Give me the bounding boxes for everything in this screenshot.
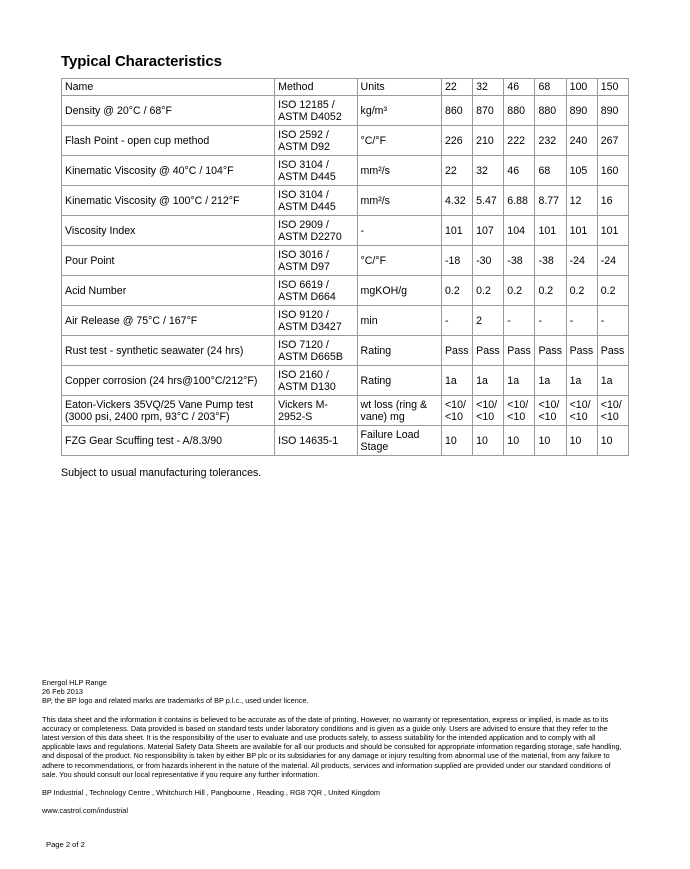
cell-value: 1a bbox=[504, 366, 535, 396]
cell-units: °C/°F bbox=[357, 246, 441, 276]
cell-units: Rating bbox=[357, 336, 441, 366]
cell-units: mm²/s bbox=[357, 156, 441, 186]
cell-value: <10/ <10 bbox=[597, 396, 628, 426]
header-cell-grade-46: 46 bbox=[504, 79, 535, 96]
cell-value: 5.47 bbox=[473, 186, 504, 216]
cell-value: 890 bbox=[566, 96, 597, 126]
cell-value: 10 bbox=[504, 426, 535, 456]
cell-units: wt loss (ring & vane) mg bbox=[357, 396, 441, 426]
cell-name: Copper corrosion (24 hrs@100°C/212°F) bbox=[62, 366, 275, 396]
cell-value: - bbox=[504, 306, 535, 336]
footer-date: 26 Feb 2013 bbox=[42, 687, 83, 697]
cell-value: Pass bbox=[597, 336, 628, 366]
page-number: Page 2 of 2 bbox=[46, 840, 85, 849]
cell-value: 8.77 bbox=[535, 186, 566, 216]
cell-method: ISO 2160 / ASTM D130 bbox=[275, 366, 357, 396]
cell-value: 890 bbox=[597, 96, 628, 126]
cell-value: -24 bbox=[566, 246, 597, 276]
cell-value: -38 bbox=[504, 246, 535, 276]
cell-value: 880 bbox=[504, 96, 535, 126]
cell-value: 860 bbox=[441, 96, 472, 126]
table-header-row bbox=[62, 79, 629, 96]
table-row bbox=[62, 96, 629, 126]
cell-units: kg/m³ bbox=[357, 96, 441, 126]
cell-method: ISO 3104 / ASTM D445 bbox=[275, 186, 357, 216]
cell-value: <10/ <10 bbox=[504, 396, 535, 426]
cell-value: - bbox=[566, 306, 597, 336]
page-title: Typical Characteristics bbox=[61, 53, 222, 70]
table-row bbox=[62, 276, 629, 306]
cell-units: mm²/s bbox=[357, 186, 441, 216]
table-row bbox=[62, 366, 629, 396]
footer-disclaimer: This data sheet and the information it contains is believed to be accurate as of the date of printing. However, no warranty or representation, express or implied, is made as to its accuracy or completeness. Data provided is based on standard tests under laboratory conditions and is given as a guide only. Users are advised to ensure that they refer to the latest version of this data sheet. It is the responsibility of the user to evaluate and use products safely, to assess suitability for the intended application and to comply with all applicable laws and regulations. Material Safety Data Sheets are available for all our products and should be consulted for appropriate information regarding storage, safe handling, and disposal of the product. No responsibility is taken by either BP plc or its subsidiaries for any damage or injury resulting from abnormal use of the material, from any failure to adhere to recommendations, or from hazards inherent in the nature of the material. All products, services and information supplied are provided under our standard conditions of sale. You should consult our local representative if you require any further information. bbox=[42, 714, 622, 779]
cell-method: ISO 9120 / ASTM D3427 bbox=[275, 306, 357, 336]
cell-name: Eaton-Vickers 35VQ/25 Vane Pump test (3000 psi, 2400 rpm, 93°C / 203°F) bbox=[62, 396, 275, 426]
cell-value: 68 bbox=[535, 156, 566, 186]
cell-value: 10 bbox=[441, 426, 472, 456]
cell-units: - bbox=[357, 216, 441, 246]
cell-value: <10/ <10 bbox=[441, 396, 472, 426]
cell-units: °C/°F bbox=[357, 126, 441, 156]
cell-value: 160 bbox=[597, 156, 628, 186]
cell-value: 10 bbox=[535, 426, 566, 456]
cell-name: Pour Point bbox=[62, 246, 275, 276]
cell-name: Viscosity Index bbox=[62, 216, 275, 246]
cell-value: 226 bbox=[441, 126, 472, 156]
cell-value: - bbox=[597, 306, 628, 336]
footer-website: www.castrol.com/industrial bbox=[42, 806, 128, 816]
cell-value: 101 bbox=[441, 216, 472, 246]
header-cell-name: Name bbox=[62, 79, 275, 96]
cell-value: 0.2 bbox=[566, 276, 597, 306]
cell-value: 0.2 bbox=[597, 276, 628, 306]
cell-value: <10/ <10 bbox=[473, 396, 504, 426]
table-row bbox=[62, 156, 629, 186]
cell-value: -30 bbox=[473, 246, 504, 276]
table-row bbox=[62, 126, 629, 156]
cell-units: Rating bbox=[357, 366, 441, 396]
cell-value: 222 bbox=[504, 126, 535, 156]
table-row bbox=[62, 246, 629, 276]
table-row bbox=[62, 426, 629, 456]
cell-value: -38 bbox=[535, 246, 566, 276]
table-row bbox=[62, 186, 629, 216]
cell-name: FZG Gear Scuffing test - A/8.3/90 bbox=[62, 426, 275, 456]
cell-value: 10 bbox=[566, 426, 597, 456]
cell-value: 46 bbox=[504, 156, 535, 186]
footer bbox=[42, 678, 622, 815]
cell-method: ISO 2592 / ASTM D92 bbox=[275, 126, 357, 156]
cell-value: 22 bbox=[441, 156, 472, 186]
cell-value: 16 bbox=[597, 186, 628, 216]
cell-method: ISO 12185 / ASTM D4052 bbox=[275, 96, 357, 126]
footer-product: Energol HLP Range bbox=[42, 678, 107, 687]
cell-method: ISO 6619 / ASTM D664 bbox=[275, 276, 357, 306]
cell-name: Kinematic Viscosity @ 100°C / 212°F bbox=[62, 186, 275, 216]
cell-value: 32 bbox=[473, 156, 504, 186]
cell-method: ISO 14635-1 bbox=[275, 426, 357, 456]
cell-value: <10/ <10 bbox=[535, 396, 566, 426]
cell-method: ISO 3104 / ASTM D445 bbox=[275, 156, 357, 186]
cell-value: 267 bbox=[597, 126, 628, 156]
cell-value: 1a bbox=[473, 366, 504, 396]
cell-value: 10 bbox=[473, 426, 504, 456]
header-cell-units: Units bbox=[357, 79, 441, 96]
cell-name: Kinematic Viscosity @ 40°C / 104°F bbox=[62, 156, 275, 186]
footer-address: BP Industrial , Technology Centre , Whitchurch Hill , Pangbourne , Reading , RG8 7QR , United Kingdom bbox=[42, 788, 380, 798]
cell-value: Pass bbox=[441, 336, 472, 366]
cell-value: 0.2 bbox=[473, 276, 504, 306]
cell-units: mgKOH/g bbox=[357, 276, 441, 306]
characteristics-table bbox=[61, 78, 629, 456]
cell-method: ISO 7120 / ASTM D665B bbox=[275, 336, 357, 366]
cell-value: 12 bbox=[566, 186, 597, 216]
cell-value: 1a bbox=[535, 366, 566, 396]
table-row bbox=[62, 336, 629, 366]
cell-method: Vickers M-2952-S bbox=[275, 396, 357, 426]
cell-value: 870 bbox=[473, 96, 504, 126]
header-cell-grade-22: 22 bbox=[441, 79, 472, 96]
cell-units: min bbox=[357, 306, 441, 336]
cell-value: 2 bbox=[473, 306, 504, 336]
cell-value: -18 bbox=[441, 246, 472, 276]
header-cell-grade-100: 100 bbox=[566, 79, 597, 96]
cell-value: 240 bbox=[566, 126, 597, 156]
cell-name: Rust test - synthetic seawater (24 hrs) bbox=[62, 336, 275, 366]
cell-value: 4.32 bbox=[441, 186, 472, 216]
header-cell-grade-68: 68 bbox=[535, 79, 566, 96]
cell-value: Pass bbox=[566, 336, 597, 366]
table-row bbox=[62, 216, 629, 246]
cell-value: 0.2 bbox=[441, 276, 472, 306]
cell-value: Pass bbox=[535, 336, 566, 366]
cell-name: Density @ 20°C / 68°F bbox=[62, 96, 275, 126]
table-row bbox=[62, 396, 629, 426]
cell-value: Pass bbox=[504, 336, 535, 366]
cell-value: 0.2 bbox=[504, 276, 535, 306]
cell-value: -24 bbox=[597, 246, 628, 276]
cell-value: 0.2 bbox=[535, 276, 566, 306]
cell-value: 101 bbox=[597, 216, 628, 246]
cell-name: Acid Number bbox=[62, 276, 275, 306]
cell-units: Failure Load Stage bbox=[357, 426, 441, 456]
cell-value: 105 bbox=[566, 156, 597, 186]
cell-value: 1a bbox=[441, 366, 472, 396]
cell-method: ISO 2909 / ASTM D2270 bbox=[275, 216, 357, 246]
tolerance-note: Subject to usual manufacturing tolerances. bbox=[61, 467, 262, 479]
header-cell-grade-150: 150 bbox=[597, 79, 628, 96]
header-cell-method: Method bbox=[275, 79, 357, 96]
cell-name: Air Release @ 75°C / 167°F bbox=[62, 306, 275, 336]
cell-value: - bbox=[535, 306, 566, 336]
cell-method: ISO 3016 / ASTM D97 bbox=[275, 246, 357, 276]
cell-value: 104 bbox=[504, 216, 535, 246]
cell-value: 101 bbox=[566, 216, 597, 246]
cell-value: 10 bbox=[597, 426, 628, 456]
cell-value: 1a bbox=[566, 366, 597, 396]
cell-value: 6.88 bbox=[504, 186, 535, 216]
cell-value: 107 bbox=[473, 216, 504, 246]
cell-value: 232 bbox=[535, 126, 566, 156]
cell-value: Pass bbox=[473, 336, 504, 366]
cell-value: - bbox=[441, 306, 472, 336]
header-cell-grade-32: 32 bbox=[473, 79, 504, 96]
footer-trademark: BP, the BP logo and related marks are trademarks of BP p.l.c., used under licence. bbox=[42, 696, 309, 706]
cell-value: <10/ <10 bbox=[566, 396, 597, 426]
table-row bbox=[62, 306, 629, 336]
cell-value: 880 bbox=[535, 96, 566, 126]
cell-value: 210 bbox=[473, 126, 504, 156]
cell-value: 1a bbox=[597, 366, 628, 396]
cell-value: 101 bbox=[535, 216, 566, 246]
cell-name: Flash Point - open cup method bbox=[62, 126, 275, 156]
